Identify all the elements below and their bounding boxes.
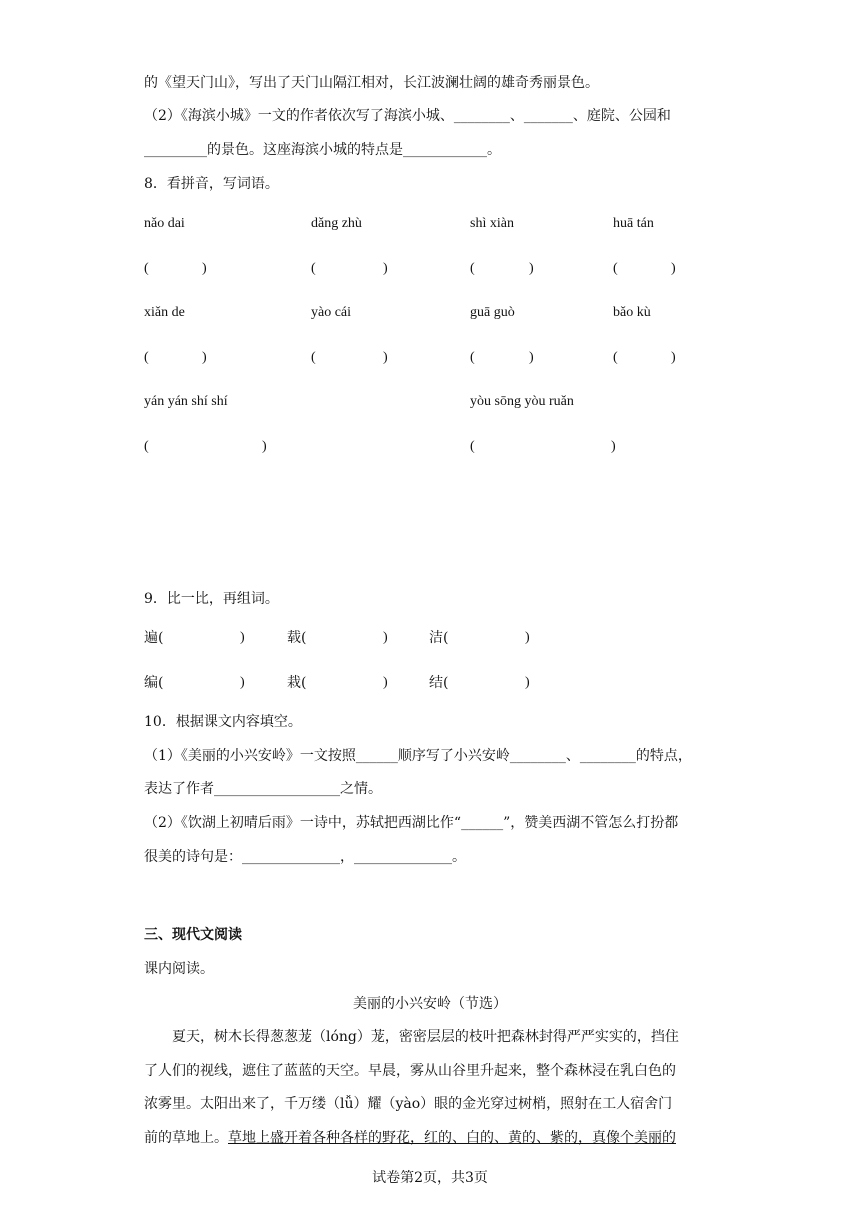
passage-line-2: 了人们的视线，遮住了蓝蓝的天空。早晨，雾从山谷里升起来，整个森林浸在乳白色的 bbox=[144, 1063, 676, 1079]
answer-bracket-close: ) bbox=[671, 261, 676, 276]
q10-line-1: （1）《美丽的小兴安岭》一文按照______顺序写了小兴安岭________、________的特点， bbox=[144, 748, 692, 764]
q8-pinyin-7: guā guò bbox=[470, 305, 515, 320]
q8-pinyin-9: yán yán shí shí bbox=[144, 394, 228, 409]
q9-char-3: 洁( bbox=[429, 630, 449, 646]
q8-pinyin-1: nǎo dai bbox=[144, 216, 185, 231]
section-intro: 课内阅读。 bbox=[144, 961, 214, 977]
q10-title: 10．根据课文内容填空。 bbox=[144, 714, 302, 730]
q9-char-2: 载( bbox=[287, 630, 307, 646]
answer-bracket-open: ( bbox=[470, 439, 475, 454]
answer-bracket-close: ) bbox=[383, 350, 388, 365]
q8-pinyin-2: dǎng zhù bbox=[311, 216, 362, 231]
answer-bracket-close: ) bbox=[611, 439, 616, 454]
answer-bracket-close: ) bbox=[262, 439, 267, 454]
underlined-sentence: 草地上盛开着各种各样的野花，红的、白的、黄的、紫的，真像个美丽的 bbox=[228, 1130, 676, 1146]
answer-bracket-open: ( bbox=[144, 439, 149, 454]
q8-pinyin-3: shì xiàn bbox=[470, 216, 514, 231]
passage-line-3: 浓雾里。太阳出来了，千万缕（lǚ）耀（yào）眼的金光穿过树梢，照射在工人宿舍门 bbox=[144, 1096, 673, 1112]
answer-bracket-open: ( bbox=[470, 350, 475, 365]
q8-pinyin-6: yào cái bbox=[311, 305, 352, 320]
answer-bracket-open: ( bbox=[613, 350, 618, 365]
q9-char-6: 结( bbox=[429, 675, 449, 691]
answer-bracket-close: ) bbox=[671, 350, 676, 365]
q9-close: ) bbox=[383, 675, 388, 690]
answer-bracket-open: ( bbox=[311, 261, 316, 276]
q10-line-3: （2）《饮湖上初晴后雨》一诗中，苏轼把西湖比作“______”，赞美西湖不管怎么打扮都 bbox=[144, 815, 679, 831]
passage-line-4-start: 前的草地上。 bbox=[144, 1130, 228, 1146]
q9-close: ) bbox=[240, 630, 245, 645]
answer-bracket-open: ( bbox=[311, 350, 316, 365]
section-heading: 三、现代文阅读 bbox=[144, 927, 242, 943]
answer-bracket-close: ) bbox=[383, 261, 388, 276]
passage-title: 美丽的小兴安岭（节选） bbox=[353, 996, 507, 1012]
answer-bracket-close: ) bbox=[202, 261, 207, 276]
q9-char-4: 编( bbox=[144, 675, 164, 691]
q10-line-4: 很美的诗句是：______________，______________。 bbox=[144, 849, 466, 865]
q9-close: ) bbox=[383, 630, 388, 645]
answer-bracket-open: ( bbox=[470, 261, 475, 276]
answer-bracket-open: ( bbox=[144, 350, 149, 365]
q8-pinyin-10: yòu sōng yòu ruǎn bbox=[470, 394, 574, 409]
q9-close: ) bbox=[525, 675, 530, 690]
q8-pinyin-8: bǎo kù bbox=[613, 305, 651, 320]
q9-char-5: 栽( bbox=[287, 675, 307, 691]
page-footer: 试卷第2页，共3页 bbox=[372, 1170, 488, 1186]
q9-close: ) bbox=[240, 675, 245, 690]
q7-line-2: （2）《海滨小城》一文的作者依次写了海滨小城、________、_______、庭院、公园和 bbox=[144, 108, 671, 124]
answer-bracket-open: ( bbox=[613, 261, 618, 276]
q7-line-3: _________的景色。这座海滨小城的特点是____________。 bbox=[144, 142, 501, 158]
answer-bracket-close: ) bbox=[529, 261, 534, 276]
q9-char-1: 遍( bbox=[144, 630, 164, 646]
passage-line-4 bbox=[144, 1128, 676, 1148]
passage-line-1: 夏天，树木长得葱葱茏（lóng）茏，密密层层的枝叶把森林封得严严实实的，挡住 bbox=[172, 1029, 679, 1045]
answer-bracket-close: ) bbox=[202, 350, 207, 365]
q9-close: ) bbox=[525, 630, 530, 645]
q7-line-1: 的《望天门山》，写出了天门山隔江相对，长江波澜壮阔的雄奇秀丽景色。 bbox=[144, 75, 599, 91]
answer-bracket-open: ( bbox=[144, 261, 149, 276]
q8-title: 8．看拼音，写词语。 bbox=[144, 176, 279, 192]
q8-pinyin-5: xiǎn de bbox=[144, 305, 185, 320]
answer-bracket-close: ) bbox=[529, 350, 534, 365]
q8-pinyin-4: huā tán bbox=[613, 216, 654, 231]
q10-line-2: 表达了作者__________________之情。 bbox=[144, 781, 382, 797]
q9-title: 9．比一比，再组词。 bbox=[144, 591, 279, 607]
